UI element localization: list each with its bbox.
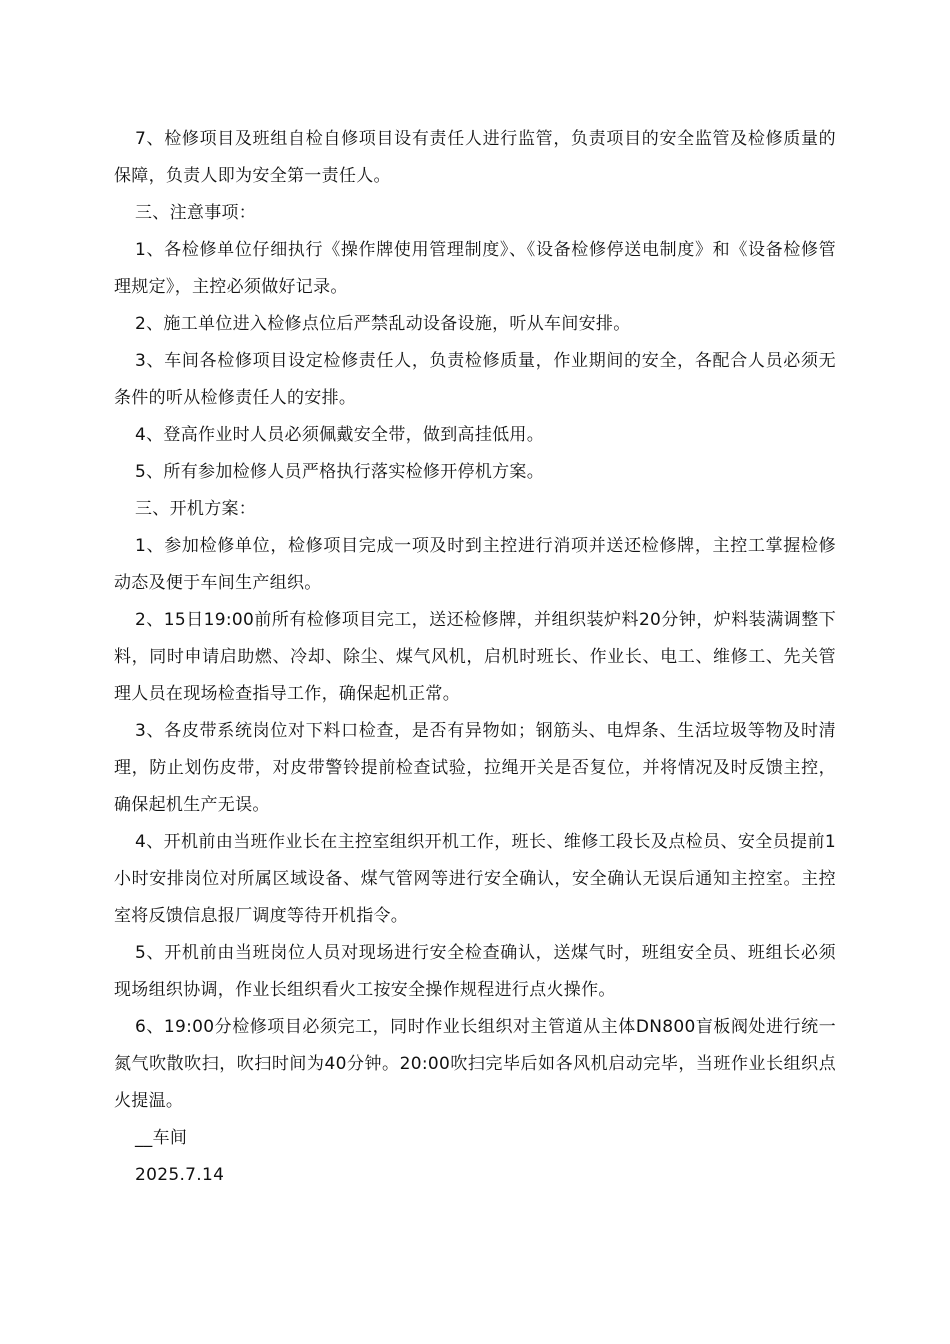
notes-item-1: 1、各检修单位仔细执行《操作牌使用管理制度》、《设备检修停送电制度》和《设备检修管理规定》，主控必须做好记录。 xyxy=(114,240,836,297)
startup-item-1: 1、参加检修单位，检修项目完成一项及时到主控进行消项并送还检修牌，主控工掌握检修动态及便于车间生产组织。 xyxy=(114,536,836,593)
section-heading-notes: 三、注意事项： xyxy=(135,203,257,223)
document-body xyxy=(114,121,836,1194)
notes-item-4: 4、登高作业时人员必须佩戴安全带，做到高挂低用。 xyxy=(135,425,545,445)
startup-item-2: 2、15日19:00前所有检修项目完工，送还检修牌，并组织装炉料20分钟，炉料装满调整下料，同时申请启助燃、冷却、除尘、煤气风机，启机时班长、作业长、电工、维修工、先关管理人员在现场检查指导工作，确保起机正常。 xyxy=(114,610,836,704)
notes-item-2: 2、施工单位进入检修点位后严禁乱动设备设施，听从车间安排。 xyxy=(135,314,631,334)
startup-item-4: 4、开机前由当班作业长在主控室组织开机工作，班长、维修工段长及点检员、安全员提前1小时安排岗位对所属区域设备、煤气管网等进行安全确认，安全确认无误后通知主控室。主控室将反馈信息报厂调度等待开机指令。 xyxy=(114,832,836,926)
signature-department: __车间 xyxy=(135,1128,188,1148)
startup-item-6: 6、19:00分检修项目必须完工，同时作业长组织对主管道从主体DN800盲板阀处进行统一氮气吹散吹扫，吹扫时间为40分钟。20:00吹扫完毕后如各风机启动完毕，当班作业长组织点火提温。 xyxy=(114,1017,836,1111)
signature-date: 2025.7.14 xyxy=(135,1165,225,1185)
notes-item-5: 5、所有参加检修人员严格执行落实检修开停机方案。 xyxy=(135,462,545,482)
paragraph-item-7: 7、检修项目及班组自检自修项目设有责任人进行监管，负责项目的安全监管及检修质量的保障，负责人即为安全第一责任人。 xyxy=(114,129,836,186)
section-heading-startup: 三、开机方案： xyxy=(135,499,257,519)
notes-item-3: 3、车间各检修项目设定检修责任人，负责检修质量，作业期间的安全，各配合人员必须无条件的听从检修责任人的安排。 xyxy=(114,351,836,408)
startup-item-3: 3、各皮带系统岗位对下料口检查，是否有异物如；钢筋头、电焊条、生活垃圾等物及时清理，防止划伤皮带，对皮带警铃提前检查试验，拉绳开关是否复位，并将情况及时反馈主控，确保起机生产无误。 xyxy=(114,721,836,815)
startup-item-5: 5、开机前由当班岗位人员对现场进行安全检查确认，送煤气时，班组安全员、班组长必须现场组织协调，作业长组织看火工按安全操作规程进行点火操作。 xyxy=(114,943,836,1000)
